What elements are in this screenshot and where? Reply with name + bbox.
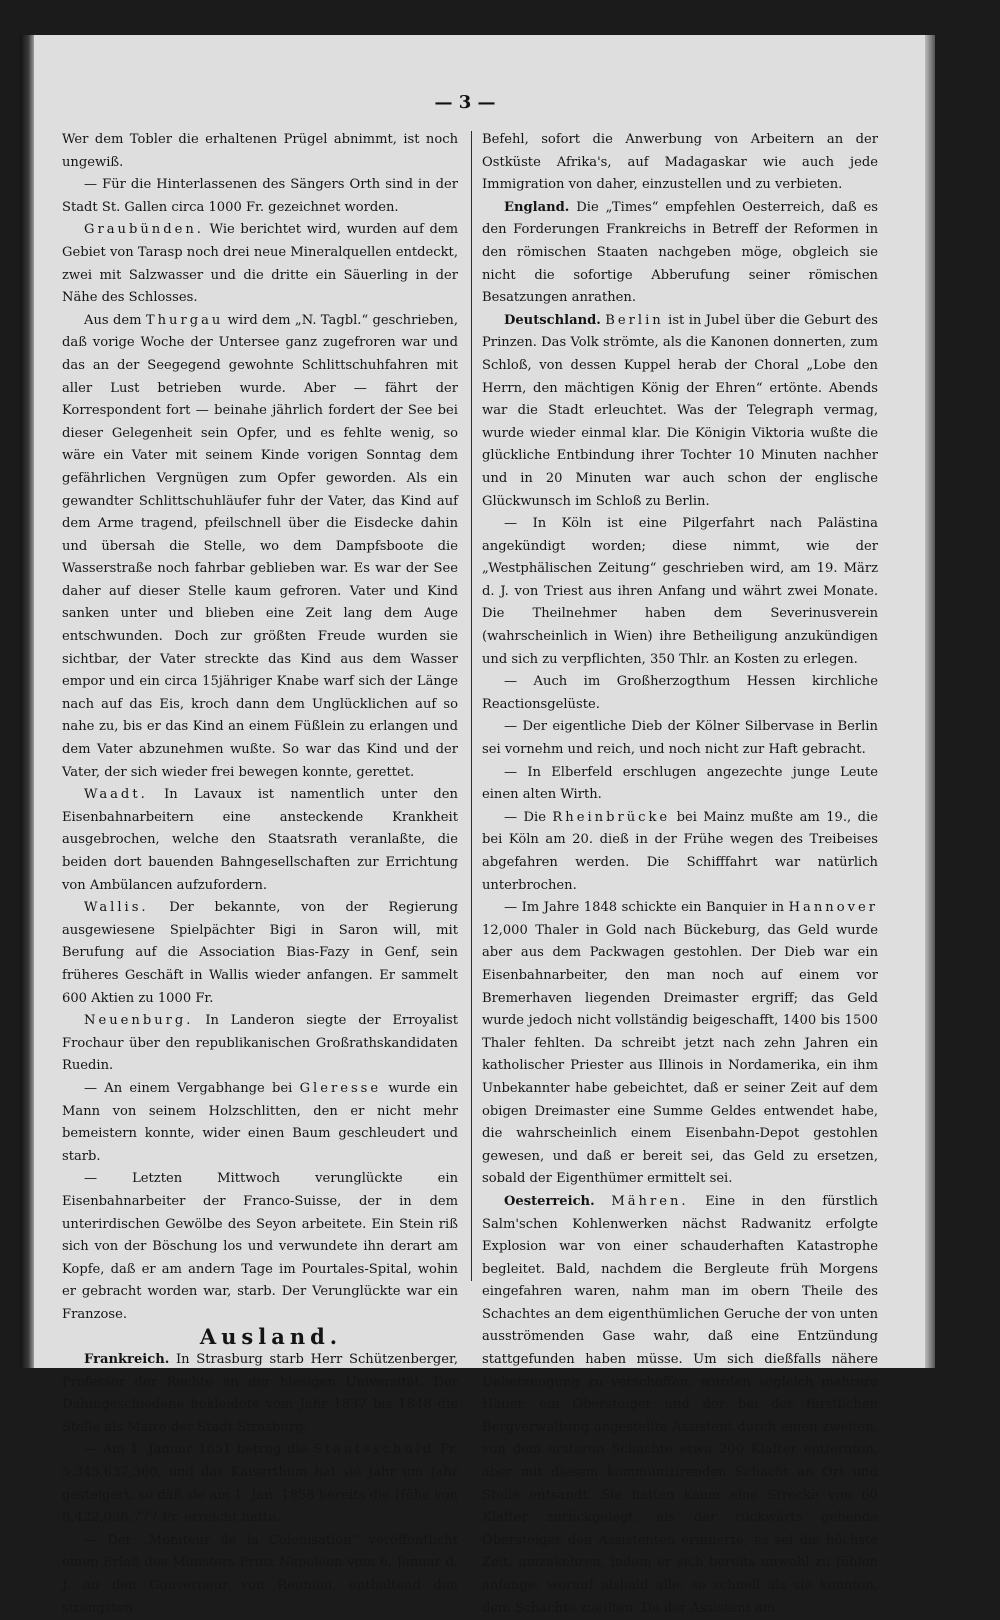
- left-column: [62, 129, 458, 1620]
- section-heading-ausland: Ausland.: [199, 1324, 343, 1350]
- country-deutschland: Deutschland.: [504, 312, 601, 328]
- paragraph-wallis: Wallis. Der bekannte, von der Regierung ausgewiesene Spielpächter Bigi in Saron will, mit Berufung auf die Association Bias-Fazy in Genf, sein früheres Geschäft in Wallis wieder anfangen. Er sammelt 600 Aktien zu 1000 Fr.: [62, 900, 458, 1006]
- page-binding-edge: [20, 35, 34, 1368]
- paragraph-tobler: Wer dem Tobler die erhaltenen Prügel abnimmt, ist noch ungewiß.: [62, 132, 458, 170]
- paragraph-graubuenden: Graubünden. Wie berichtet wird, wurden auf dem Gebiet von Tarasp noch drei neue Mineralquellen entdeckt, zwei mit Salzwasser und die dritte ein Säuerling in der Nähe des Schlosses.: [62, 222, 458, 306]
- paragraph-deutschland: Deutschland. Berlin ist in Jubel über die Geburt des Prinzen. Das Volk strömte, als die Kanonen donnerten, zum Schloß, von dessen Kuppel herab der Choral „Lobe den Herrn, den mächtigen König der Ehren“ ertönte. Abends war die Stadt erleuchtet. Was der Telegraph vermag, wurde wieder einmal klar. Die Königin Viktoria wußte die glückliche Entbindung ihrer Tochter 10 Minuten nachher und in 20 Minuten war auch schon der englische Glückwunsch im Schloß zu Berlin.: [482, 312, 878, 509]
- paragraph-koeln-pilgerfahrt: — In Köln ist eine Pilgerfahrt nach Palästina angekündigt worden; diese nimmt, wie der „Westphälischen Zeitung“ geschrieben wird, am 19. März d. J. von Triest aus ihren Anfang und währt zwei Monate. Die Theilnehmer haben dem Severinusverein (wahrscheinlich in Wien) ihre Betheiligung anzukündigen und sich zu verpflichten, 350 Thlr. an Kosten zu erlegen.: [482, 516, 878, 667]
- paragraph-neuenburg: Neuenburg. In Landeron siegte der Erroyalist Frochaur über den republikanischen Großrathskandidaten Ruedin.: [62, 1013, 458, 1074]
- paragraph-hessen: — Auch im Großherzogthum Hessen kirchliche Reactionsgelüste.: [482, 674, 878, 712]
- paragraph-rheinbruecke: — Die Rheinbrücke bei Mainz mußte am 19., die bei Köln am 20. dieß in der Frühe wegen des Treibeises abgefahren werden. Die Schifffahrt war natürlich unterbrochen.: [482, 809, 878, 893]
- country-england: England.: [504, 199, 570, 215]
- paragraph-orth: — Für die Hinterlassenen des Sängers Orth sind in der Stadt St. Gallen circa 1000 Fr. gezeichnet worden.: [62, 177, 458, 215]
- term-staatsschuld: Staatsschuld: [312, 1442, 435, 1458]
- paragraph-frankreich: Frankreich. In Strasburg starb Herr Schützenberger, Professor der Rechte an der hiesigen Universität. Der Dahingeschiedene bekleidete vom Jahr 1837 bis 1848 die Stelle als Maire der Stadt Strasburg.: [62, 1352, 458, 1435]
- newspaper-page: [20, 35, 935, 1616]
- region-thurgau: Thurgau: [145, 312, 224, 328]
- paragraph-franco-suisse: — Letzten Mittwoch verunglückte ein Eisenbahnarbeiter der Franco-Suisse, der in dem unterirdischen Gewölbe des Seyon arbeitete. Ein Stein riß sich von der Böschung los und verwundete ihn derart am Kopfe, daß er am andern Tage im Pourtales-Spital, wohin er gebracht worden war, starb. Der Verunglückte war ein Franzose.: [62, 1171, 458, 1322]
- city-hannover: Hannover: [788, 900, 878, 916]
- paragraph-befehl: Befehl, sofort die Anwerbung von Arbeitern an der Ostküste Afrika's, auf Madagaskar wie auch jede Immigration von daher, einzustellen und zu verbieten.: [482, 132, 878, 193]
- country-frankreich: Frankreich.: [84, 1352, 170, 1368]
- place-gleresse: Gleresse: [299, 1080, 382, 1096]
- region-wallis: Wallis.: [84, 900, 149, 916]
- paragraph-moniteur: — Der „Moniteur de la Colonisation“ veröffentlicht einen Erlaß des Ministers Prinz Napoleon vom 6. Januar d. J. an den Gouverneur von Reunion, enthaltend den strengsten: [62, 1532, 458, 1616]
- paragraph-staatsschuld: — Am 1. Januar 1851 betrug die Staatsschuld Fr. 5,345,637,360, und das Kaiserthum hat sie Jahr um Jahr gesteigert, so daß sie am 1. Jan. 1858 bereits die Höhe von 8,422,096,777 Fr. erreicht hatte.: [62, 1442, 459, 1526]
- paragraph-elberfeld: — In Elberfeld erschlugen angezechte junge Leute einen alten Wirth.: [482, 764, 878, 803]
- paragraph-silbervase: — Der eigentliche Dieb der Kölner Silbervase in Berlin sei vornehm und reich, und noch nicht zur Haft gebracht.: [482, 719, 878, 758]
- region-graubuenden: Graubünden.: [84, 222, 204, 238]
- region-maehren: Mähren.: [611, 1193, 689, 1209]
- city-berlin: Berlin: [605, 312, 664, 328]
- page-outer-edge: [925, 35, 935, 1368]
- region-neuenburg: Neuenburg.: [84, 1013, 194, 1029]
- page-number: — 3 —: [434, 92, 496, 113]
- region-waadt: Waadt.: [84, 787, 148, 803]
- paragraph-oesterreich: Oesterreich. Mähren. Eine in den fürstlich Salm'schen Kohlenwerken nächst Radwanitz erfolgte Explosion war von einer schauderhaften Katastrophe begleitet. Bald, nachdem die Bergleute früh Morgens eingefahren waren, nahm man im obern Theile des Schachtes an dem eigenthümlichen Geruche der von unten ausströmenden Gase wahr, daß eine Entzündung stattgefunden haben müsse. Um sich dießfalls nähere Ueberzeugung zu verschaffen, wurden sogleich mehrere Häuer, ein Obersteiger und der bei der fürstlichen Bergverwaltung angestellte Assistent durch einen zweiten, von dem ersteren Schachte etwa 200 Klafter entfernten, aber mit diesem kommunizirenden Schacht an Ort und Stelle entsandt. Sie hatten kaum eine Strecke von 60 Klafter zurückgelegt, als der rückwärts gehende Obersteiger den Assistenten erinnerte, es sei die höchste Zeit, umzukehren, indem er sich bereits unwohl zu fühlen anfange, worauf alsbald alle, so schnell als sie konnten, dem Schachte zueilten. Da der Assistent am: [482, 1193, 878, 1616]
- paragraph-england: England. Die „Times“ empfehlen Oesterreich, daß es den Forderungen Frankreichs in Betreff der Reformen in den römischen Staaten nachgeben möge, obgleich sie nicht die sofortige Abberufung seiner römischen Besatzungen anrathen.: [482, 199, 878, 306]
- term-rheinbruecke: Rheinbrücke: [552, 809, 671, 825]
- column-divider: [471, 131, 472, 1281]
- right-column: [482, 129, 878, 1620]
- paragraph-hannover: — Im Jahre 1848 schickte ein Banquier in Hannover 12,000 Thaler in Gold nach Bückeburg, das Geld wurde aber aus dem Packwagen gestohlen. Der Dieb war ein Eisenbahnarbeiter, den man noch auf einem vor Bremerhaven liegenden Dreimaster ergriff; das Geld wurde jedoch nicht vollständig beigeschafft, 1400 bis 1500 Thaler fehlten. Da schreibt jetzt nach zehn Jahren ein katholischer Priester aus Illinois in Nordamerika, ein ihm Unbekannter habe gebeichtet, daß er seiner Zeit auf dem obigen Dreimaster eine Summe Geldes entwendet habe, die wahrscheinlich einem Eisenbahn-Depot gestohlen gewesen, und daß er bereit sei, das Geld zu ersetzen, sobald der Eigenthümer ermittelt sei.: [482, 900, 878, 1187]
- paragraph-thurgau: Aus dem Thurgau wird dem „N. Tagbl.“ geschrieben, daß vorige Woche der Untersee ganz zugefroren war und das an der Seegegend gewohnte Schlittschuhfahren mit aller Lust betrieben wurde. Aber — fährt der Korrespondent fort — beinahe jährlich fordert der See bei dieser Gelegenheit sein Opfer, und es fehlte wenig, so wäre ein Vater mit seinem Kinde vorigen Sonntag dem gefährlichen Vergnügen zum Opfer geworden. Als ein gewandter Schlittschuhläufer fuhr der Vater, das Kind auf dem Arme tragend, pfeilschnell über die Eisdecke dahin und übersah die Stelle, wo dem Dampfsboote die Wasserstraße noch fahrbar geblieben war. Es war der See daher auf dieser Stelle kaum gefroren. Vater und Kind sanken unter und blieben eine Zeit lang dem Auge entschwunden. Doch zur größten Freude wurden sie sichtbar, der Vater streckte das Kind aus dem Wasser empor und ein circa 15jähriger Knabe warf sich der Länge nach auf das Eis, kroch dann dem Unglücklichen auf so nahe zu, bis er das Kind an einem Füßlein zu erlangen und dem Vater abzunehmen wußte. So war das Kind und der Vater, der sich wieder frei bewegen konnte, gerettet.: [62, 312, 459, 780]
- paragraph-waadt: Waadt. In Lavaux ist namentlich unter den Eisenbahnarbeitern eine ansteckende Krankheit ausgebrochen, welche den Staatsrath veranlaßte, die beiden dort bauenden Bahngesellschaften zur Errichtung von Ambülancen aufzufordern.: [62, 787, 458, 893]
- paragraph-gleresse: — An einem Vergabhange bei Gleresse wurde ein Mann von seinem Holzschlitten, den er nicht mehr bemeistern konnte, wider einen Baum geschleudert und starb.: [62, 1080, 458, 1164]
- country-oesterreich: Oesterreich.: [504, 1193, 595, 1209]
